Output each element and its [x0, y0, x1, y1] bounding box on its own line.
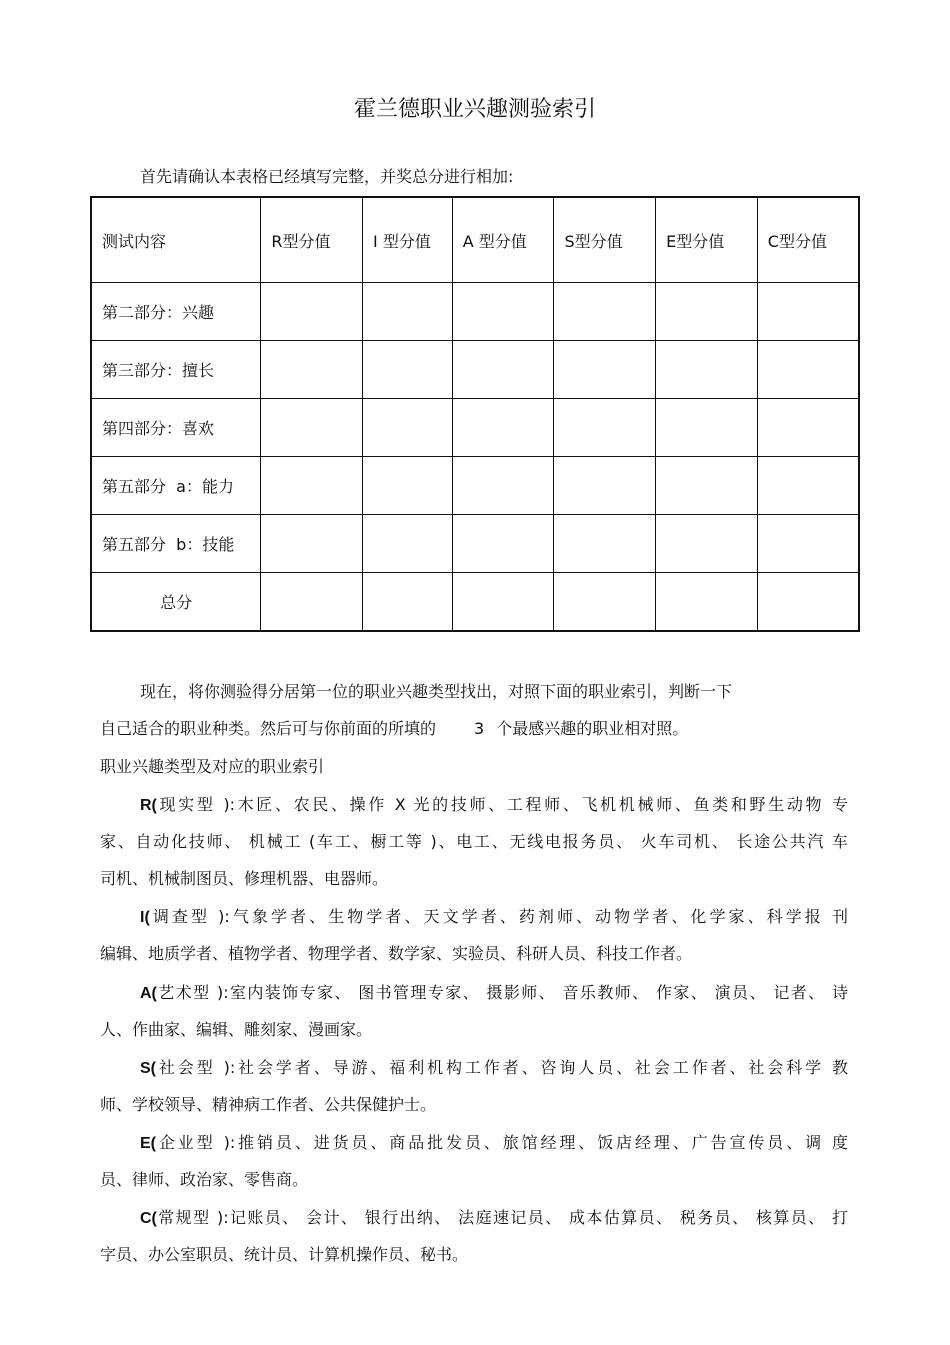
type-label: 企业型 ):: [156, 1133, 236, 1152]
page-title: 霍兰德职业兴趣测验索引: [353, 97, 596, 122]
row-label: 第三部分：擅长: [91, 341, 261, 399]
table-row: [91, 515, 859, 573]
type-r-line-3: 司机、机械制图员、修理机器、电器师。: [100, 869, 389, 888]
type-r-line-2: 家、自动化技师、 机械工 (车工、橱工等 )、电工、无线电报务员、 火车司机、 长途公共汽 车: [100, 832, 848, 851]
header-e-score: E型分值: [656, 197, 758, 283]
type-c-line-2: 字员、办公室职员、统计员、计算机操作员、秘书。: [100, 1245, 469, 1264]
type-c-line-1: [100, 1208, 848, 1245]
score-cell[interactable]: [656, 515, 758, 573]
type-label: 现实型 ):: [156, 795, 235, 814]
score-cell[interactable]: [554, 399, 656, 457]
type-code: C(: [140, 1210, 157, 1227]
score-cell[interactable]: [554, 283, 656, 341]
type-code: I(: [140, 909, 150, 926]
type-label: 社会型 ):: [156, 1058, 236, 1077]
type-entry-i: [100, 907, 848, 981]
type-jobs: 记账员、 会计、 银行出纳、 法庭速记员、 成本估算员、 税务员、 核算员、 打: [228, 1208, 848, 1227]
score-cell[interactable]: [452, 283, 554, 341]
score-cell[interactable]: [261, 399, 363, 457]
table-row: [91, 399, 859, 457]
score-cell[interactable]: [757, 399, 859, 457]
header-c-score: C型分值: [757, 197, 859, 283]
type-code: E(: [140, 1135, 156, 1152]
score-cell[interactable]: [757, 283, 859, 341]
type-code: R(: [140, 797, 157, 814]
type-i-line-2: 编辑、地质学者、植物学者、物理学者、数学家、实验员、科研人员、科技工作者。: [100, 944, 693, 963]
header-s-score: S型分值: [554, 197, 656, 283]
score-cell[interactable]: [757, 515, 859, 573]
header-r-score: R型分值: [261, 197, 363, 283]
score-cell[interactable]: [757, 457, 859, 515]
instruction-line-1: 现在，将你测验得分居第一位的职业兴趣类型找出，对照下面的职业索引，判断一下: [140, 682, 733, 701]
score-cell[interactable]: [656, 399, 758, 457]
total-cell[interactable]: [757, 573, 859, 632]
type-a-line-1: [100, 983, 848, 1020]
header-a-score: A 型分值: [452, 197, 554, 283]
row-label: 第五部分 a：能力: [91, 457, 261, 515]
type-i-line-1: [100, 907, 848, 944]
table-header-row: [91, 197, 859, 283]
type-entry-a: [100, 983, 848, 1057]
row-label: 第二部分：兴趣: [91, 283, 261, 341]
instruction-line-2: [100, 719, 688, 739]
score-cell[interactable]: [554, 341, 656, 399]
score-table: [90, 196, 860, 632]
type-a-line-2: 人、作曲家、编辑、雕刻家、漫画家。: [100, 1020, 373, 1039]
type-code: A(: [140, 985, 157, 1002]
score-cell[interactable]: [656, 283, 758, 341]
instruction-line-2-text: 自己适合的职业种类。然后可与你前面的所填的: [100, 719, 437, 738]
total-cell[interactable]: [656, 573, 758, 632]
type-s-line-1: [100, 1058, 848, 1095]
score-cell[interactable]: [363, 399, 453, 457]
table-total-row: [91, 573, 859, 632]
type-e-line-1: [100, 1133, 848, 1170]
score-cell[interactable]: [363, 341, 453, 399]
total-label: 总分: [91, 573, 261, 632]
score-cell[interactable]: [554, 515, 656, 573]
row-label: 第四部分：喜欢: [91, 399, 261, 457]
type-label: 常规型 ):: [156, 1208, 229, 1227]
type-jobs: 木匠、农民、操作 X 光的技师、工程师、飞机机械师、鱼类和野生动物 专: [234, 795, 848, 814]
total-cell[interactable]: [452, 573, 554, 632]
score-cell[interactable]: [261, 457, 363, 515]
type-jobs: 室内装饰专家、 图书管理专家、 摄影师、 音乐教师、 作家、 演员、 记者、 诗: [228, 983, 848, 1002]
total-cell[interactable]: [363, 573, 453, 632]
score-cell[interactable]: [363, 283, 453, 341]
score-cell[interactable]: [656, 341, 758, 399]
type-label: 调查型 ):: [149, 907, 230, 926]
header-test-content: 测试内容: [91, 197, 261, 283]
instruction-number: 3: [474, 719, 485, 738]
type-label: 艺术型 ):: [156, 983, 229, 1002]
table-row: [91, 341, 859, 399]
type-entry-e: [100, 1133, 848, 1207]
score-cell[interactable]: [363, 457, 453, 515]
type-code: S(: [140, 1060, 156, 1077]
score-cell[interactable]: [656, 457, 758, 515]
total-cell[interactable]: [554, 573, 656, 632]
table-row: [91, 283, 859, 341]
score-cell[interactable]: [452, 457, 554, 515]
table-row: [91, 457, 859, 515]
row-label: 第五部分 b：技能: [91, 515, 261, 573]
score-cell[interactable]: [261, 515, 363, 573]
header-i-score: I 型分值: [363, 197, 453, 283]
score-cell[interactable]: [452, 515, 554, 573]
score-cell[interactable]: [757, 341, 859, 399]
type-jobs: 气象学者、生物学者、天文学者、药剂师、动物学者、化学家、科学报 刊: [229, 907, 848, 926]
type-entry-s: [100, 1058, 848, 1132]
score-cell[interactable]: [363, 515, 453, 573]
type-jobs: 推销员、进货员、商品批发员、旅馆经理、饭店经理、广告宣传员、调 度: [235, 1133, 848, 1152]
type-entry-c: [100, 1208, 848, 1282]
type-jobs: 社会学者、导游、福利机构工作者、咨询人员、社会工作者、社会科学 教: [235, 1058, 848, 1077]
score-cell[interactable]: [554, 457, 656, 515]
total-cell[interactable]: [261, 573, 363, 632]
intro-text: 首先请确认本表格已经填写完整，并奖总分进行相加:: [140, 167, 514, 186]
score-cell[interactable]: [452, 341, 554, 399]
score-cell[interactable]: [261, 283, 363, 341]
type-entry-r: [100, 795, 848, 906]
instruction-line-2-end: 个最感兴趣的职业相对照。: [496, 719, 689, 738]
type-e-line-2: 员、律师、政治家、零售商。: [100, 1170, 309, 1189]
type-s-line-2: 师、学校领导、精神病工作者、公共保健护士。: [100, 1095, 437, 1114]
score-cell[interactable]: [261, 341, 363, 399]
index-heading: 职业兴趣类型及对应的职业索引: [100, 757, 325, 776]
type-r-line-1: [100, 795, 848, 832]
score-cell[interactable]: [452, 399, 554, 457]
